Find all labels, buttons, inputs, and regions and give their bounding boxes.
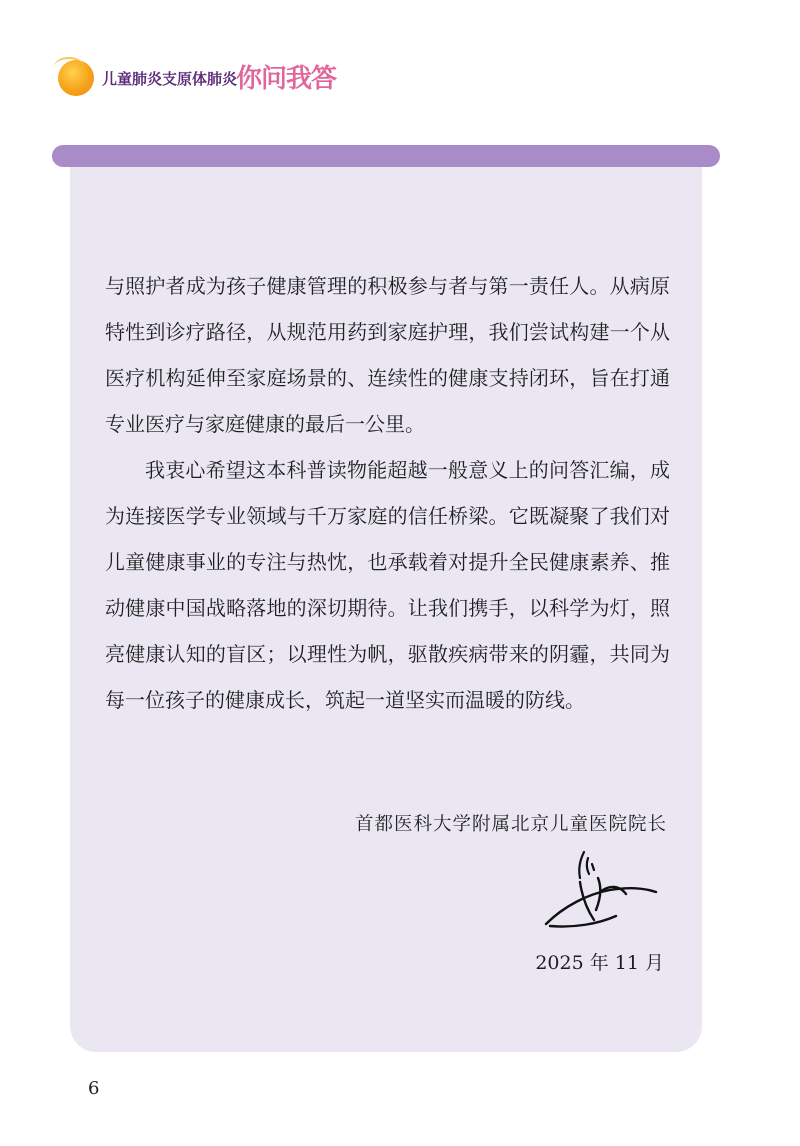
scroll-rod-decoration: [52, 145, 720, 167]
page-number: 6: [88, 1078, 100, 1099]
sun-logo-icon: [58, 60, 94, 96]
paragraph-1: 与照护者成为孩子健康管理的积极参与者与第一责任人。从病原特性到诊疗路径，从规范用药到家庭护理，我们尝试构建一个从医疗机构延伸至家庭场景的、连续性的健康支持闭环，旨在打通专业医疗与家庭健康的最后一公里。: [105, 274, 670, 436]
book-title: 儿童肺炎支原体肺炎: [102, 70, 238, 88]
signature-organization: 首都医科大学附属北京儿童医院院长: [354, 814, 667, 835]
signature-date: 2025 年 11 月: [535, 952, 664, 974]
page-header: [58, 58, 458, 98]
body-text: [105, 263, 670, 723]
handwritten-signature: [540, 848, 660, 934]
paragraph-2: 我衷心希望这本科普读物能超越一般意义上的问答汇编，成为连接医学专业领域与千万家庭的信任桥梁。它既凝聚了我们对儿童健康事业的专注与热忱，也承载着对提升全民健康素养、推动健康中国战略落地的深切期待。让我们携手，以科学为灯，照亮健康认知的盲区；以理性为帆，驱散疾病带来的阴霾，共同为每一位孩子的健康成长，筑起一道坚实而温暖的防线。: [105, 458, 670, 712]
book-brand: 你问我答: [236, 64, 337, 94]
